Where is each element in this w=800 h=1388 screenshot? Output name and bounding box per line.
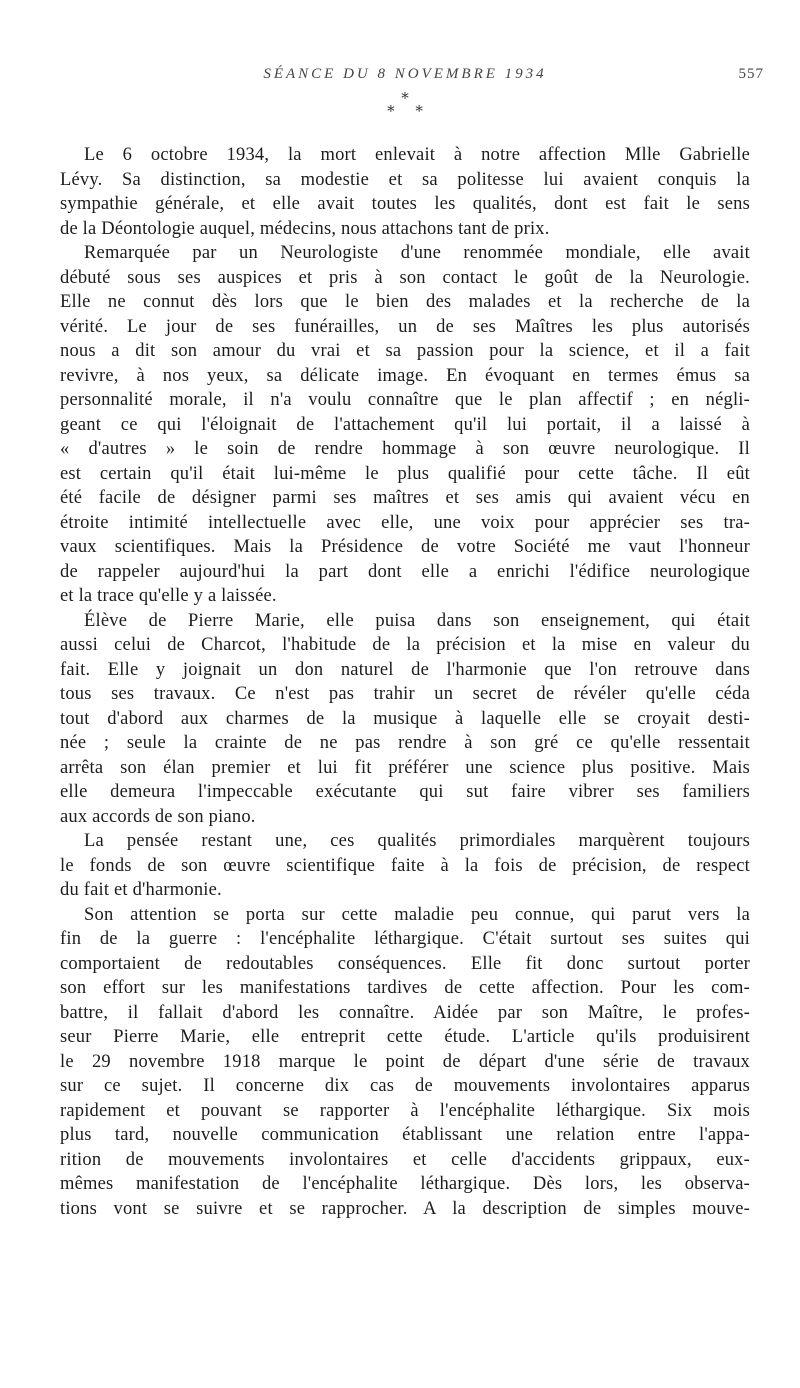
running-head-title: SÉANCE DU 8 NOVEMBRE 1934 [263,66,547,82]
asterism-bottom: * * [387,102,431,120]
text-line: débuté sous ses auspices et pris à son contact le goût de la Neurologie. [60,267,750,288]
text-line: étroite intimité intellectuelle avec elle, une voix pour apprécier ses tra- [60,512,750,533]
text-line: Élève de Pierre Marie, elle puisa dans son enseignement, qui était [84,610,750,631]
body-text [60,143,750,1221]
text-line: battre, il fallait d'abord les connaître. Aidée par son Maître, le profes- [60,1002,750,1023]
text-line: du fait et d'harmonie. [60,880,222,900]
text-line: tous ses travaux. Ce n'est pas trahir un secret de révéler qu'elle céda [60,684,750,704]
text-line: Le 6 octobre 1934, la mort enlevait à notre affection Mlle Gabrielle [84,145,750,165]
text-line: fin de la guerre : l'encéphalite léthargique. C'était surtout ses suites qui [60,929,750,949]
text-line: « d'autres » le soin de rendre hommage à son œuvre neurologique. Il [60,439,750,459]
text-line: nous a dit son amour du vrai et sa passion pour la science, et il a fait [60,341,750,361]
text-line: est certain qu'il était lui-même le plus qualifié pour cette tâche. Il eût [60,463,750,484]
text-line: personnalité morale, il n'a voulu connaître que le plan affectif ; en négli- [60,390,750,410]
text-line: geant ce qui l'éloignait de l'attachement qu'il lui portait, il a laissé à [60,414,750,435]
text-line: aussi celui de Charcot, l'habitude de la précision et la mise en valeur du [60,635,750,655]
text-line: née ; seule la crainte de ne pas rendre à son gré ce qu'elle ressentait [60,733,750,753]
text-line: La pensée restant une, ces qualités primordiales marquèrent toujours [84,831,750,851]
text-line: été facile de désigner parmi ses maîtres et ses amis qui avaient vécu en [60,488,750,508]
text-line: rition de mouvements involontaires et celle d'accidents grippaux, eux- [60,1149,750,1170]
text-line: Lévy. Sa distinction, sa modestie et sa politesse lui avaient conquis la [60,169,750,190]
text-line: sympathie générale, et elle avait toutes les qualités, dont est fait le sens [60,194,750,214]
text-line: Remarquée par un Neurologiste d'une renommée mondiale, elle avait [84,243,750,263]
text-line: et la trace qu'elle y a laissée. [60,586,277,606]
text-line: elle demeura l'impeccable exécutante qui sut faire vibrer ses familiers [60,782,750,802]
running-head [60,66,764,88]
text-line: de rappeler aujourd'hui la part dont elle a enrichi l'édifice neurologique [60,561,750,582]
text-line: revivre, à nos yeux, sa délicate image. En évoquant en termes émus sa [60,365,750,386]
text-line: comportaient de redoutables conséquences. Elle fit donc surtout porter [60,953,750,974]
text-line: le 29 novembre 1918 marque le point de départ d'une série de travaux [60,1051,750,1072]
text-line: tions vont se suivre et se rapprocher. A la description de simples mouve- [60,1198,750,1219]
text-line: plus tard, nouvelle communication établissant une relation entre l'appa- [60,1125,750,1145]
page-number: 557 [738,66,764,82]
text-line: Son attention se porta sur cette maladie peu connue, qui parut vers la [84,904,750,925]
text-line: Elle ne connut dès lors que le bien des malades et la recherche de la [60,292,750,312]
text-line: fait. Elle y joignait un don naturel de l'harmonie que l'on retrouve dans [60,659,750,680]
text-line: aux accords de son piano. [60,806,256,827]
asterism [60,89,750,120]
text-line: son effort sur les manifestations tardives de cette affection. Pour les com- [60,978,750,998]
text-line: seur Pierre Marie, elle entreprit cette étude. L'article qu'ils produisirent [60,1027,750,1047]
text-line: le fonds de son œuvre scientifique faite à la fois de précision, de respect [60,855,750,876]
text-line: vérité. Le jour de ses funérailles, un de ses Maîtres les plus autorisés [60,316,750,337]
text-line: rapidement et pouvant se rapporter à l'encéphalite léthargique. Six mois [60,1100,750,1121]
text-line: de la Déontologie auquel, médecins, nous attachons tant de prix. [60,218,550,239]
text-line: sur ce sujet. Il concerne dix cas de mouvements involontaires apparus [60,1076,750,1096]
text-line: vaux scientifiques. Mais la Présidence de votre Société me vaut l'honneur [60,537,750,557]
page [60,0,764,1388]
text-line: tout d'abord aux charmes de la musique à laquelle elle se croyait desti- [60,708,750,729]
text-line: mêmes manifestation de l'encéphalite léthargique. Dès lors, les observa- [60,1174,750,1194]
text-line: arrêta son élan premier et lui fit préférer une science plus positive. Mais [60,757,750,778]
asterism-top: * [401,89,409,107]
